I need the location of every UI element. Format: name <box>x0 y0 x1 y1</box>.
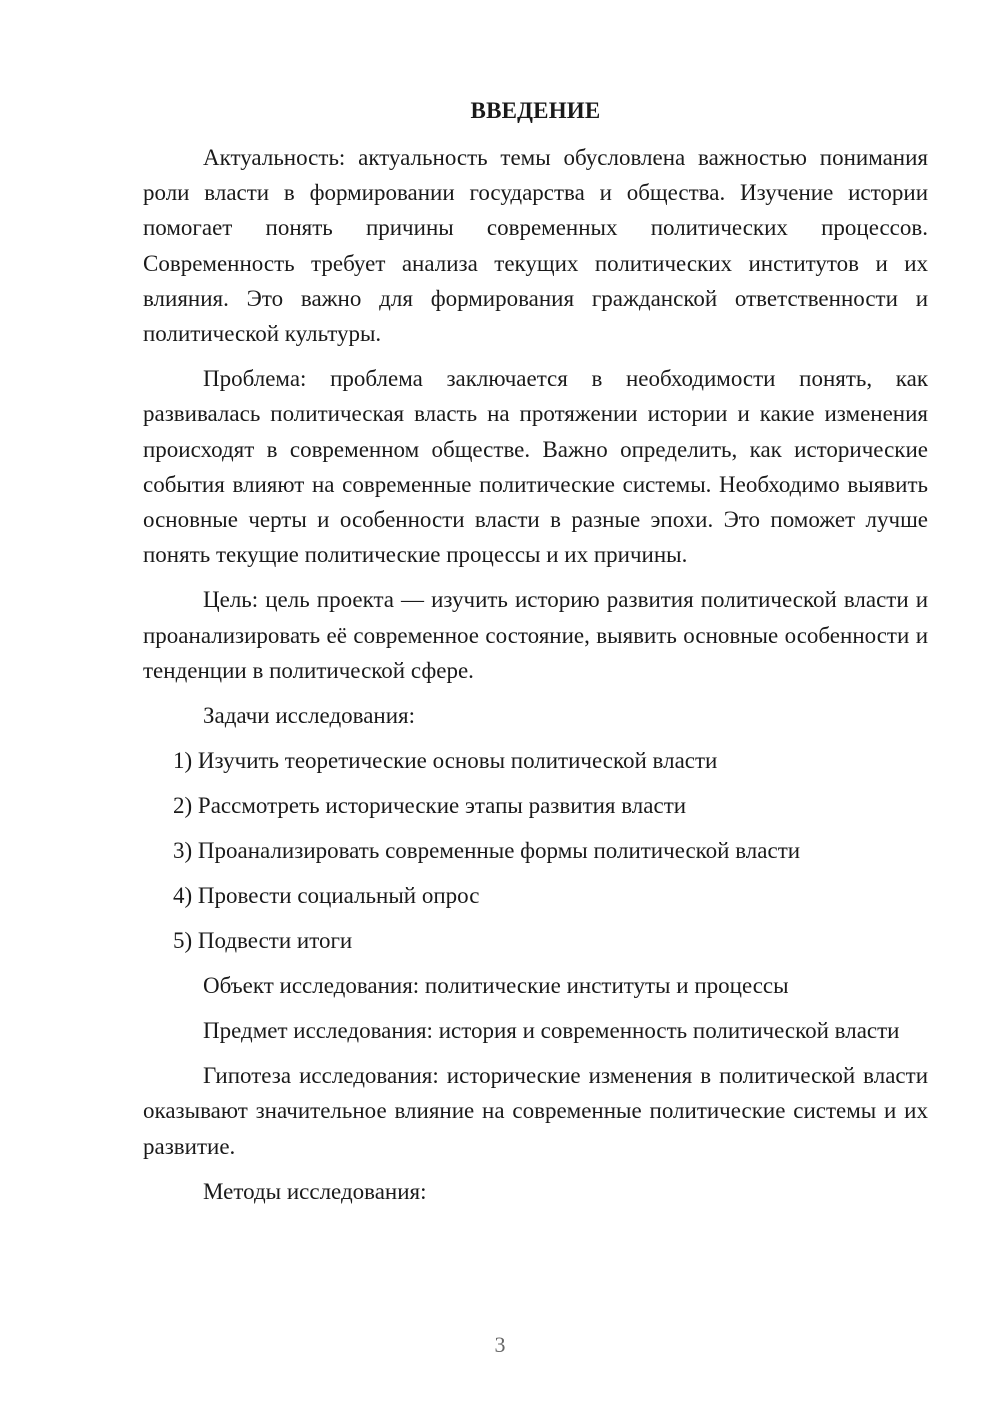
page-number: 3 <box>494 1332 506 1357</box>
tasks-list <box>143 743 928 958</box>
subject-paragraph: Предмет исследования: история и современность политической власти <box>203 1018 900 1044</box>
document-page <box>143 96 928 1219</box>
relevance-paragraph: Актуальность: актуальность темы обусловлена важностью понимания роли власти в формировании государства и общества. Изучение истории помогает понять причины современных политических процессов. Современность требует анализа текущих политических институтов и их влияния. Это важно для формирования гражданской ответственности и политической культуры. <box>143 145 928 347</box>
hypothesis-paragraph: Гипотеза исследования: исторические изменения в политической власти оказывают значительное влияние на современные политические системы и их развитие. <box>143 1063 928 1159</box>
list-item: 5) Подвести итоги <box>173 928 353 954</box>
page-title: ВВЕДЕНИЕ <box>470 98 601 123</box>
methods-heading: Методы исследования: <box>203 1178 427 1204</box>
tasks-heading: Задачи исследования: <box>203 703 416 729</box>
list-item: 3) Проанализировать современные формы политической власти <box>173 838 801 864</box>
list-item: 1) Изучить теоретические основы политической власти <box>173 748 718 774</box>
goal-paragraph: Цель: цель проекта — изучить историю развития политической власти и проанализировать её современное состояние, выявить основные особенности и тенденции в политической сфере. <box>143 587 928 683</box>
list-item: 4) Провести социальный опрос <box>173 883 480 909</box>
object-paragraph: Объект исследования: политические институты и процессы <box>203 973 789 999</box>
list-item: 2) Рассмотреть исторические этапы развития власти <box>173 793 687 819</box>
problem-paragraph: Проблема: проблема заключается в необходимости понять, как развивалась политическая власть на протяжении истории и какие изменения происходят в современном обществе. Важно определить, как исторические события влияют на современные политические системы. Необходимо выявить основные черты и особенности власти в разные эпохи. Это поможет лучше понять текущие политические процессы и их причины. <box>143 366 928 568</box>
